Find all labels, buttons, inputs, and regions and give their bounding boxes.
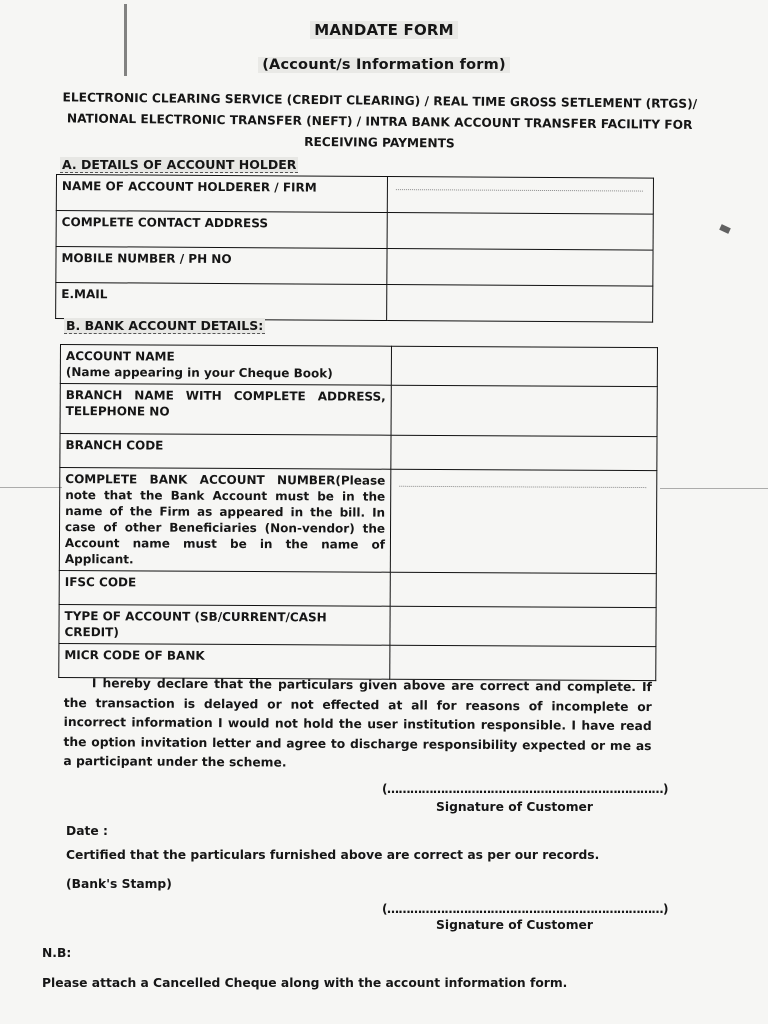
scan-mark: [0, 487, 62, 488]
scan-mark: [660, 488, 768, 489]
scan-mark: [719, 224, 731, 234]
account-number-label: COMPLETE BANK ACCOUNT NUMBER(Please note that the Bank Account must be in the name of the Firm as appeared in the bill. In case of other Beneficiaries (Non-vendor) the Account name must be in the name of Applicant.: [59, 468, 391, 573]
branch-name-label: BRANCH NAME WITH COMPLETE ADDRESS, TELEPHONE NO: [60, 384, 391, 436]
table-row: [60, 384, 657, 437]
account-type-field[interactable]: [390, 606, 656, 646]
account-holder-name-field[interactable]: [387, 177, 653, 215]
customer-signature-label-1: Signature of Customer: [436, 800, 593, 814]
customer-signature-label-2: Signature of Customer: [436, 918, 593, 932]
form-description: [29, 87, 730, 157]
account-holder-table: [55, 174, 654, 323]
account-type-label: TYPE OF ACCOUNT (SB/CURRENT/CASH CREDIT): [59, 604, 390, 645]
table-row: [56, 283, 653, 323]
form-subtitle: (Account/s Information form): [0, 57, 768, 73]
customer-signature-line-2[interactable]: (………………………………………………………………): [382, 902, 668, 916]
nb-label: N.B:: [42, 946, 72, 960]
description-line: RECEIVING PAYMENTS: [304, 134, 455, 151]
account-name-label: [60, 345, 391, 386]
declaration-text: I hereby declare that the particulars given above are correct and complete. If the transaction is delayed or not effected at all for reasons of incomplete or incorrect information I would not hold the user institution responsible. I have read the option invitation letter and agree to discharge responsibility expected or me as a participant under the scheme.: [63, 676, 652, 770]
section-b-label: B. BANK ACCOUNT DETAILS:: [66, 318, 264, 333]
table-row: [56, 211, 653, 251]
table-row: [56, 175, 653, 215]
branch-name-field[interactable]: [391, 385, 657, 436]
account-name-main: ACCOUNT NAME: [65, 349, 175, 364]
table-row: [59, 604, 656, 646]
account-name-field[interactable]: [391, 346, 657, 386]
section-a-label: A. DETAILS OF ACCOUNT HOLDER: [62, 157, 297, 172]
ifsc-code-label: IFSC CODE: [59, 570, 390, 606]
bank-account-table: [58, 344, 658, 681]
micr-code-field[interactable]: [390, 645, 656, 680]
contact-address-label: COMPLETE CONTACT ADDRESS: [56, 211, 387, 249]
footer-note: Please attach a Cancelled Cheque along with the account information form.: [42, 976, 568, 990]
email-field[interactable]: [387, 285, 653, 323]
account-number-field[interactable]: [390, 469, 657, 573]
bank-stamp-label: (Bank's Stamp): [66, 877, 172, 891]
contact-address-field[interactable]: [387, 213, 653, 251]
date-label: Date :: [66, 824, 108, 838]
branch-code-field[interactable]: [391, 435, 657, 470]
email-label: E.MAIL: [56, 283, 387, 321]
table-row: [56, 247, 653, 287]
form-title: MANDATE FORM: [0, 21, 768, 39]
table-row: [59, 570, 656, 607]
table-row: [60, 345, 657, 387]
mobile-number-field[interactable]: [387, 249, 653, 287]
account-name-hint: (Name appearing in your Cheque Book): [65, 365, 333, 381]
branch-code-label: BRANCH CODE: [60, 434, 391, 470]
description-line: NATIONAL ELECTRONIC TRANSFER (NEFT) / INTRA BANK ACCOUNT TRANSFER FACILITY FOR: [66, 111, 693, 132]
account-holder-name-label: NAME OF ACCOUNT HOLDERER / FIRM: [56, 175, 387, 213]
micr-code-label: MICR CODE OF BANK: [59, 643, 390, 679]
customer-signature-line-1[interactable]: (………………………………………………………………): [382, 782, 668, 796]
mobile-number-label: MOBILE NUMBER / PH NO: [56, 247, 387, 285]
certified-text: Certified that the particulars furnished above are correct as per our records.: [66, 848, 600, 862]
ifsc-code-field[interactable]: [390, 572, 656, 607]
description-line: ELECTRONIC CLEARING SERVICE (CREDIT CLEARING) / REAL TIME GROSS SETLEMENT (RTGS)/: [62, 90, 698, 111]
table-row: [59, 468, 657, 574]
table-row: [60, 434, 657, 471]
